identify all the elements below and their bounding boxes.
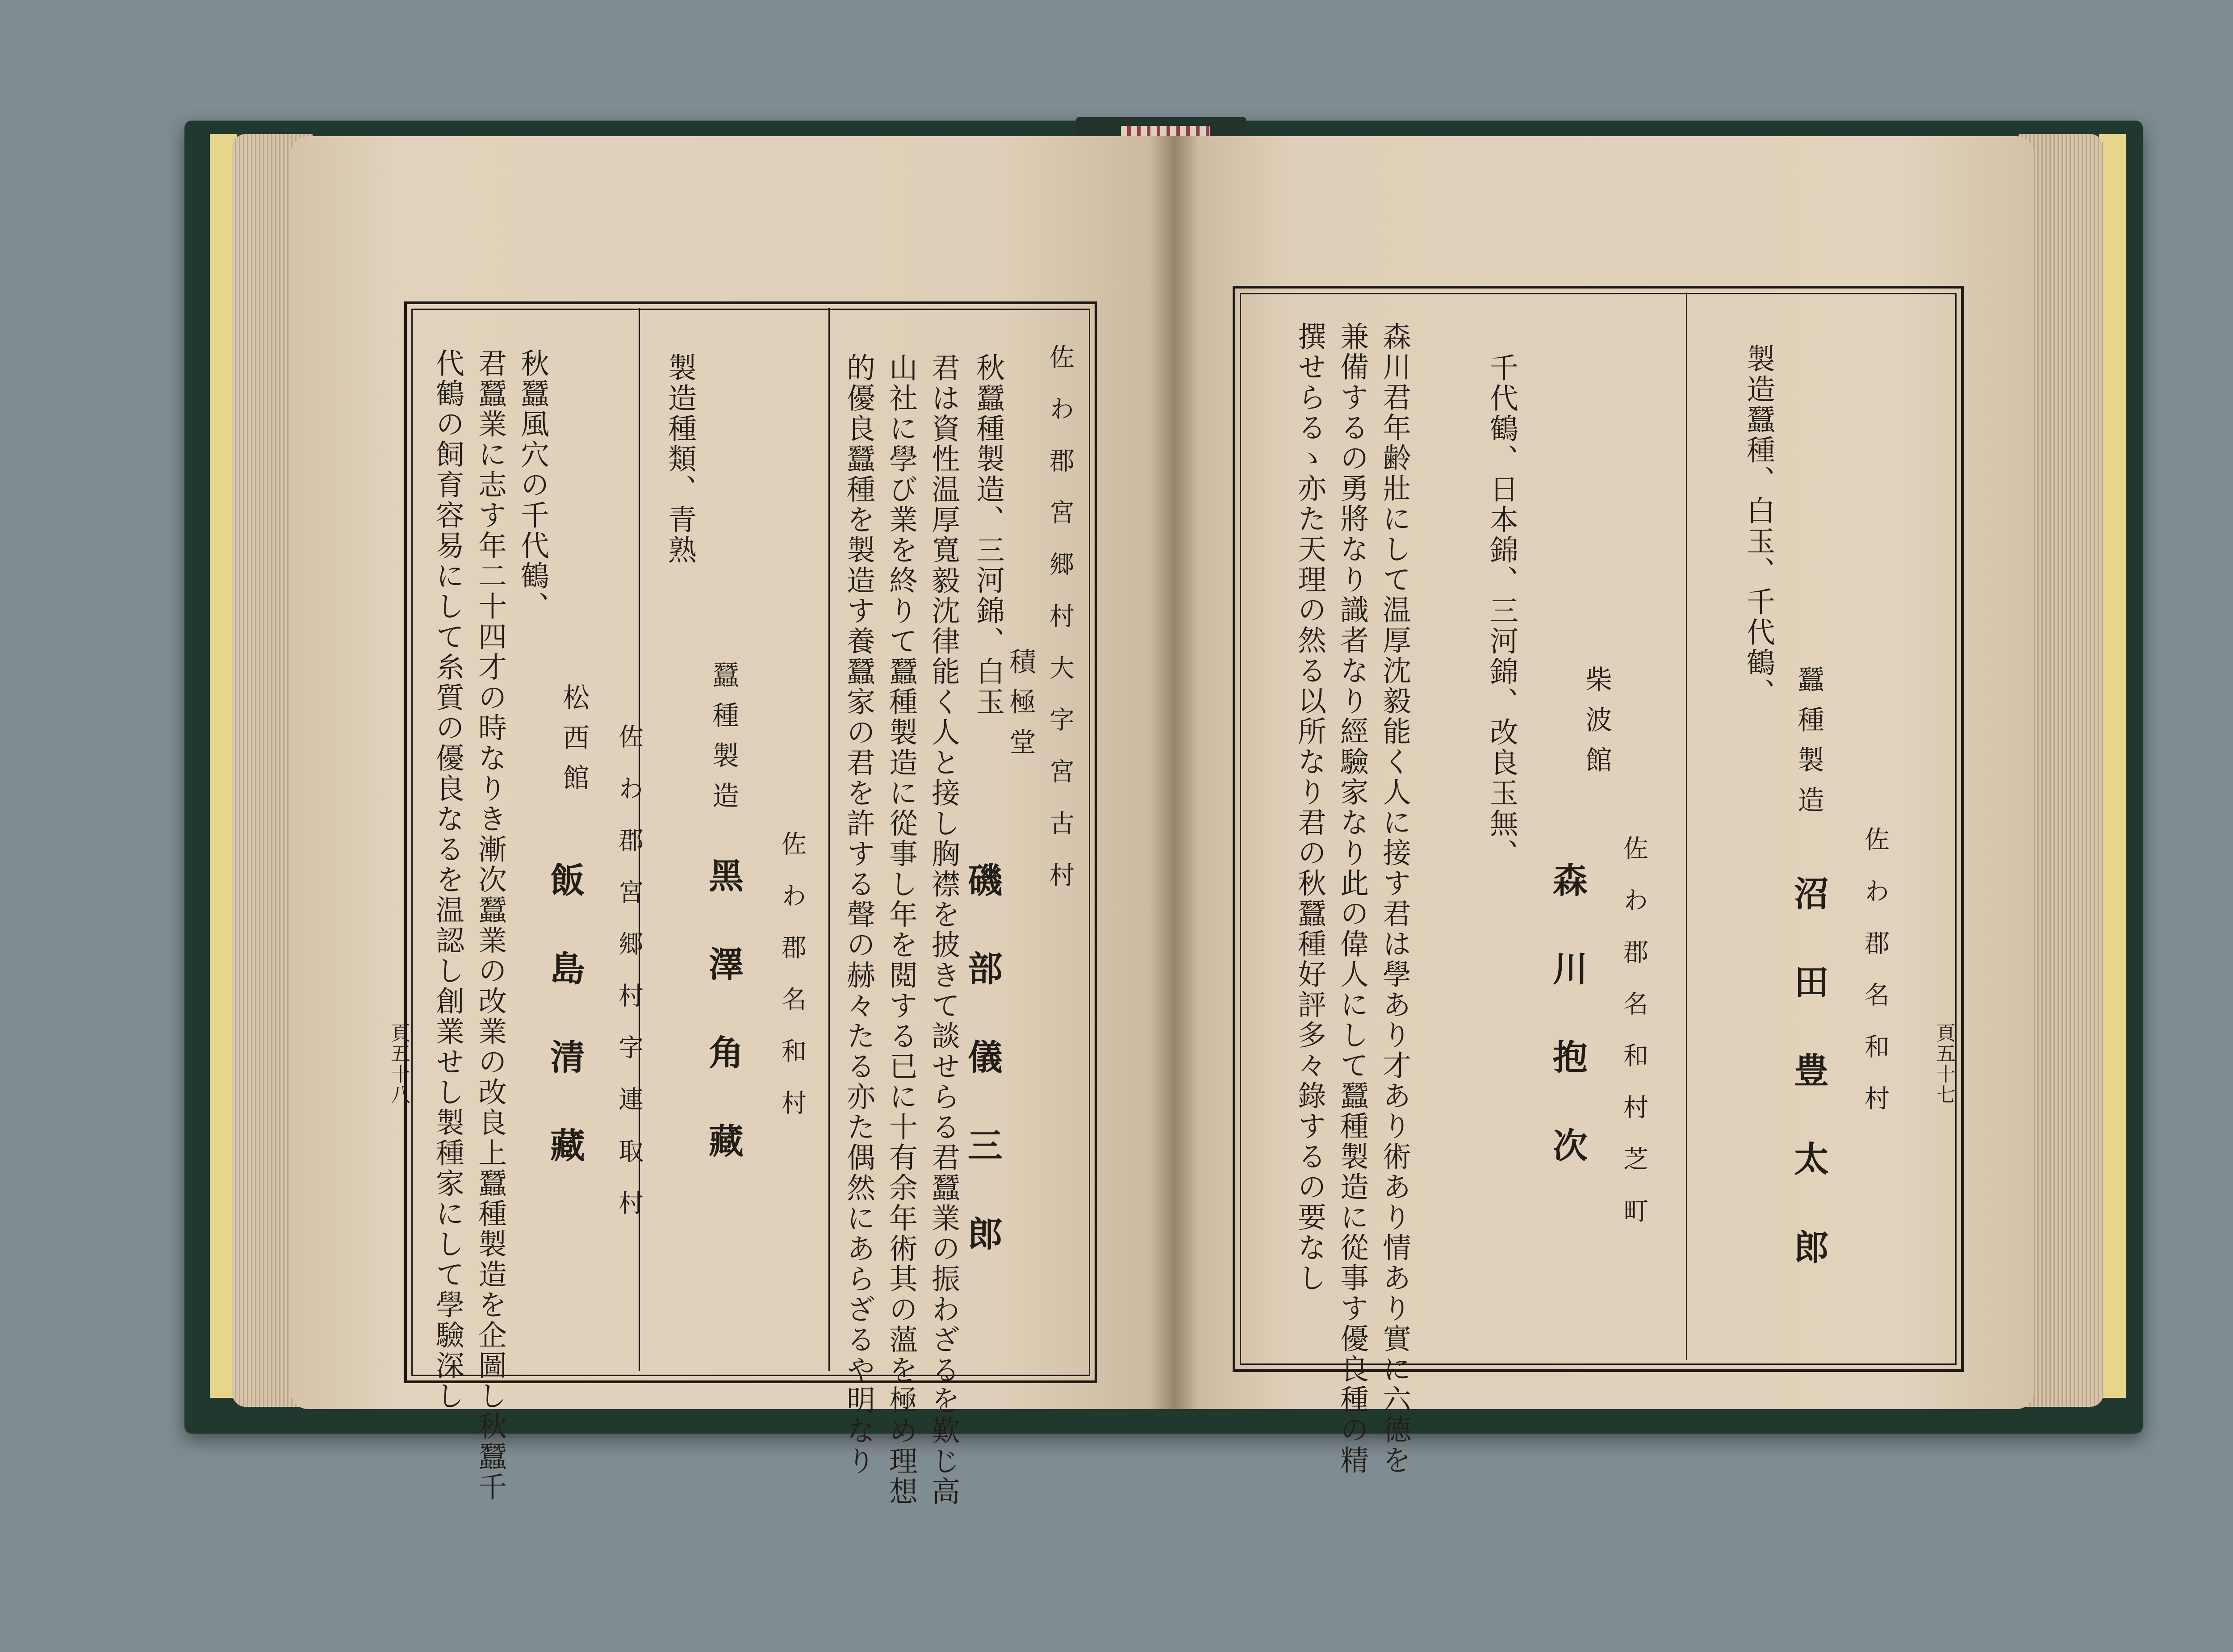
entry-text-line: 森川君年齢壯にして温厚沈毅能く人に接す君は學あり才あり術あり情あり實に六德を	[1378, 322, 1411, 1476]
entry-person-name: 飯島清藏	[544, 862, 585, 1216]
column-divider	[1686, 293, 1687, 1360]
entry-address: 佐わ郡名和村	[778, 831, 807, 1142]
page-number: 頁五十八	[387, 1023, 410, 1105]
entry-text-line: 的優良蠶種を製造す養蠶家の君を許する聲の赫々たる亦た偶然にあらざるや明なり	[842, 353, 875, 1476]
column-divider	[828, 308, 830, 1371]
entry-address: 佐わ郡名和村	[1861, 826, 1890, 1137]
entry-shop-name: 蠶種製造	[1793, 665, 1824, 826]
book-gutter	[1150, 136, 1199, 1409]
entry-person-name: 森川抱次	[1547, 862, 1588, 1216]
entry-products: 秋蠶種製造、三河錦、白玉	[971, 353, 1004, 717]
entry-person-name: 沼田豊太郎	[1788, 875, 1829, 1317]
entry-text-line: 代鶴の飼育容易にして糸質の優良なるを温認し創業せし製種家にして學驗深し	[431, 348, 464, 1411]
entry-shop-name: 積極堂	[1005, 648, 1036, 768]
entry-products: 製造種類、青熟	[663, 353, 696, 565]
entry-address: 佐わ郡宮郷村大字宮古村	[1045, 344, 1075, 914]
entry-shop-name: 松西館	[558, 683, 590, 804]
entry-address: 佐わ郡宮郷村字連取村	[615, 724, 644, 1242]
entry-text-line: 兼備するの勇將なり識者なり經驗家なり此の偉人にして蠶種製造に從事す優良種の精	[1335, 322, 1368, 1476]
entry-text-line: 君は資性温厚寬毅沈律能く人と接し胸襟を披きて談せらる君蠶業の振わざるを歎じ高	[927, 353, 960, 1507]
page-number: 頁五十七	[1932, 1023, 1955, 1105]
entry-shop-name: 柴波館	[1581, 665, 1612, 786]
entry-text-line: 君蠶業に志す年二十四才の時なりき漸次蠶業の改業の改良上蠶種製造を企圖し秋蠶千	[473, 348, 506, 1502]
entry-products: 製造蠶種、白玉、千代鶴、	[1742, 344, 1775, 708]
entry-person-name: 黑澤角藏	[703, 857, 744, 1211]
entry-products: 千代鶴、日本錦、三河錦、改良玉無、	[1485, 353, 1518, 869]
entry-text-line: 撰せらるゝ亦た天理の然る以所なり君の秋蠶種好評多々錄するの要なし	[1293, 322, 1326, 1293]
entry-shop-name: 蠶種製造	[708, 661, 739, 822]
entry-person-name: 磯部儀三郎	[962, 862, 1003, 1304]
entry-text-line: 山社に學び業を終りて蠶種製造に從事し年を閲する已に十有余年術其の薀を極め理想	[884, 353, 917, 1507]
entry-address: 佐わ郡名和村芝町	[1619, 835, 1648, 1250]
entry-text-line: 秋蠶風穴の千代鶴、	[516, 348, 549, 622]
